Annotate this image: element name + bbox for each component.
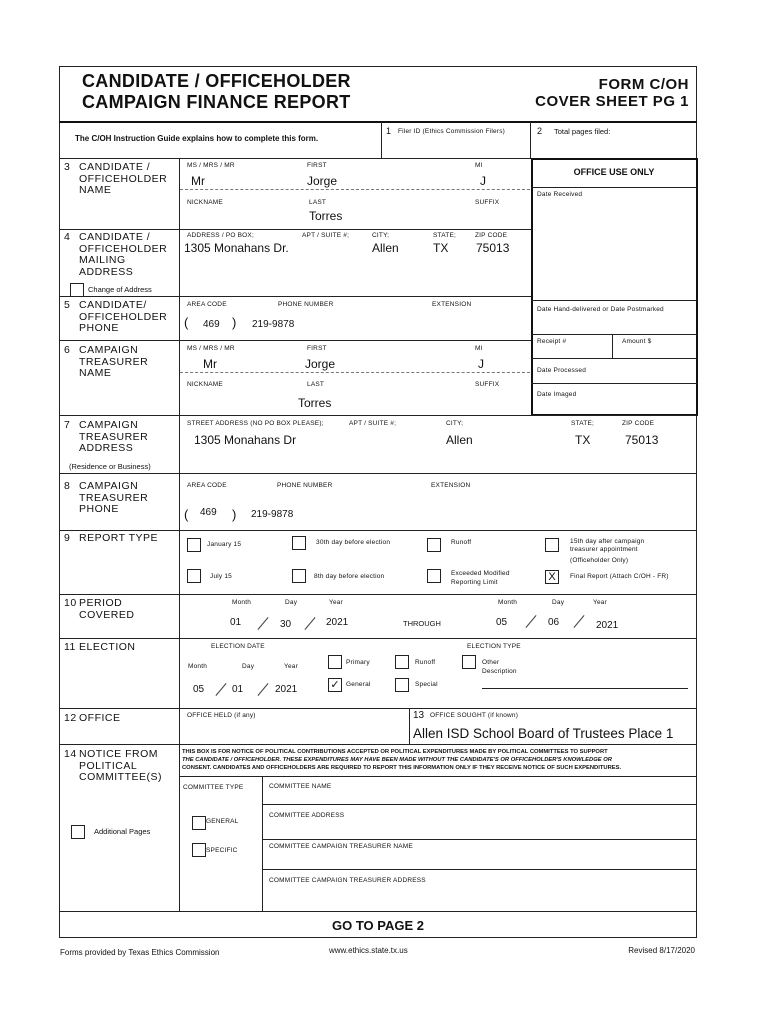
15th-day-note: (Officeholder Only)	[570, 557, 629, 564]
instruction-text: The C/OH Instruction Guide explains how to complete this form.	[75, 134, 319, 143]
s6-title-label: MS / MRS / MR	[187, 345, 235, 352]
s6-last-label: LAST	[307, 381, 325, 388]
section-5-num: 5	[64, 299, 71, 311]
to-day-value[interactable]: 06	[548, 617, 560, 628]
election-year-value[interactable]: 2021	[275, 684, 298, 695]
office-sought-label: OFFICE SOUGHT (if known)	[430, 712, 519, 719]
election-runoff-label: Runoff	[415, 659, 436, 666]
section-7-num: 7	[64, 419, 71, 431]
section-6-num: 6	[64, 344, 71, 356]
july-15-label: July 15	[210, 573, 232, 580]
election-day-value[interactable]: 01	[232, 684, 244, 695]
january-15-checkbox[interactable]	[187, 538, 201, 552]
from-month-value[interactable]: 01	[230, 617, 242, 628]
to-year-value[interactable]: 2021	[596, 620, 619, 631]
s8-phone-label: PHONE NUMBER	[277, 482, 333, 489]
notice-line-3: CONSENT. CANDIDATES AND OFFICEHOLDERS ARE REQUIRED TO REPORT THIS INFORMATION ONLY IF THEY RECEIVE NOTICE OF SUCH EXPENDITURES.	[182, 765, 622, 771]
s6-first-label: FIRST	[307, 345, 327, 352]
committee-treasurer-label: COMMITTEE CAMPAIGN TREASURER NAME	[269, 843, 413, 850]
s6-suffix-label: SUFFIX	[475, 381, 500, 388]
section-12-label: OFFICE	[79, 712, 121, 724]
office-use-title: OFFICE USE ONLY	[573, 167, 655, 177]
section-14-num: 14	[64, 748, 77, 760]
amount-label: Amount $	[622, 338, 652, 345]
section-11-num: 11	[64, 641, 76, 653]
july-15-checkbox[interactable]	[187, 569, 201, 583]
committee-address-label: COMMITTEE ADDRESS	[269, 812, 345, 819]
box-2-num: 2	[537, 126, 543, 136]
receipt-label: Receipt #	[537, 338, 567, 345]
s6-mi-label: MI	[475, 345, 483, 352]
s7-city-value[interactable]: Allen	[446, 433, 473, 447]
s5-area-label: AREA CODE	[187, 301, 227, 308]
s4-zip-label: ZIP CODE	[475, 232, 508, 239]
notice-line-2: THE CANDIDATE / OFFICEHOLDER. THESE EXPENDITURES MAY HAVE BEEN MADE WITHOUT THE CANDIDATE'S OR OFFICEHOLDER'S KNOWLEDGE OR	[182, 757, 612, 763]
s6-mi-value[interactable]: J	[478, 357, 484, 371]
primary-label: Primary	[346, 659, 370, 666]
general-committee-checkbox[interactable]	[192, 816, 206, 830]
form-title-line1: CANDIDATE / OFFICEHOLDER	[82, 71, 351, 91]
s8-area-label: AREA CODE	[187, 482, 227, 489]
date-processed-label: Date Processed	[537, 367, 587, 374]
s4-address-label: ADDRESS / PO BOX;	[187, 232, 254, 239]
8th-day-checkbox[interactable]	[292, 569, 306, 583]
section-13-num: 13	[413, 710, 425, 721]
s7-address-label: STREET ADDRESS (NO PO BOX PLEASE);	[187, 420, 324, 427]
section-3-label: CANDIDATE / OFFICEHOLDER NAME	[79, 161, 168, 196]
additional-pages-checkbox[interactable]	[71, 825, 85, 839]
form-title-line2: CAMPAIGN FINANCE REPORT	[82, 92, 351, 112]
to-year-label: Year	[593, 599, 607, 606]
election-month-label: Month	[188, 663, 208, 670]
s5-ext-label: EXTENSION	[432, 301, 472, 308]
s3-nickname-label: NICKNAME	[187, 199, 223, 206]
go-to-page-2: GO TO PAGE 2	[332, 918, 424, 933]
primary-checkbox[interactable]	[328, 655, 342, 669]
form-id: FORM C/OH	[598, 76, 689, 93]
s3-mi-value[interactable]: J	[480, 174, 486, 188]
final-report-label: Final Report (Attach C/OH - FR)	[570, 573, 669, 580]
final-report-checkbox[interactable]: X	[545, 570, 559, 584]
section-8-num: 8	[64, 480, 71, 492]
s8-phone-value[interactable]: 219-9878	[251, 509, 294, 520]
section-12-num: 12	[64, 712, 77, 724]
s4-zip-value[interactable]: 75013	[476, 241, 510, 255]
8th-day-label: 8th day before election	[314, 573, 385, 580]
section-4-num: 4	[64, 231, 71, 243]
section-3-num: 3	[64, 161, 71, 173]
s5-area-value[interactable]: 469	[203, 319, 220, 330]
s6-first-value[interactable]: Jorge	[305, 357, 336, 371]
january-15-label: January 15	[207, 541, 242, 548]
exceeded-limit-checkbox[interactable]	[427, 569, 441, 583]
s3-last-value[interactable]: Torres	[309, 209, 343, 223]
s3-title-value[interactable]: Mr	[191, 174, 205, 188]
30th-day-checkbox[interactable]	[292, 536, 306, 550]
box-1-num: 1	[386, 126, 392, 136]
to-month-label: Month	[498, 599, 518, 606]
section-9-label: REPORT TYPE	[79, 532, 159, 544]
s7-state-label: STATE;	[571, 420, 594, 427]
s3-first-label: FIRST	[307, 162, 327, 169]
election-month-value[interactable]: 05	[193, 684, 205, 695]
s4-city-label: CITY;	[372, 232, 390, 239]
section-14-label: NOTICE FROM POLITICAL COMMITTEE(S)	[79, 748, 162, 783]
s7-apt-label: APT / SUITE #;	[349, 420, 397, 427]
from-year-label: Year	[329, 599, 343, 606]
ethics-url[interactable]: www.ethics.state.tx.us	[329, 946, 408, 955]
general-checkbox[interactable]: ✓	[328, 678, 342, 692]
s7-address-value[interactable]: 1305 Monahans Dr	[194, 433, 297, 447]
s4-address-value[interactable]: 1305 Monahans Dr.	[184, 241, 289, 255]
date-hand-delivered-label: Date Hand-delivered or Date Postmarked	[537, 306, 664, 313]
to-day-label: Day	[552, 599, 565, 606]
office-sought-value[interactable]: Allen ISD School Board of Trustees Place 1	[413, 726, 674, 741]
runoff-report-label: Runoff	[451, 539, 472, 546]
committee-treasurer-address-label: COMMITTEE CAMPAIGN TREASURER ADDRESS	[269, 877, 426, 884]
15th-day-label: 15th day after campaign treasurer appointment	[570, 538, 645, 553]
revised-date: Revised 8/17/2020	[628, 946, 695, 955]
s7-residence-note: (Residence or Business)	[69, 462, 151, 471]
s7-city-label: CITY;	[446, 420, 464, 427]
special-checkbox[interactable]	[395, 678, 409, 692]
specific-committee-label: SPECIFIC	[206, 847, 238, 854]
from-year-value[interactable]: 2021	[326, 617, 349, 628]
exceeded-limit-label: Exceeded Modified Reporting Limit	[451, 570, 510, 586]
s7-zip-label: ZIP CODE	[622, 420, 655, 427]
forms-provided-text: Forms provided by Texas Ethics Commission	[60, 948, 220, 957]
s8-ext-label: EXTENSION	[431, 482, 471, 489]
filer-id-label: Filer ID (Ethics Commission Filers)	[398, 128, 506, 135]
date-received-label: Date Received	[537, 191, 583, 198]
s4-state-label: STATE;	[433, 232, 456, 239]
section-6-label: CAMPAIGN TREASURER NAME	[79, 344, 149, 379]
general-label: General	[346, 681, 371, 688]
date-imaged-label: Date Imaged	[537, 391, 577, 398]
election-runoff-checkbox[interactable]	[395, 655, 409, 669]
notice-line-1: THIS BOX IS FOR NOTICE OF POLITICAL CONTRIBUTIONS ACCEPTED OR POLITICAL EXPENDITURES MADE BY POLITICAL COMMITTEES TO SUPPORT	[182, 749, 608, 755]
to-month-value[interactable]: 05	[496, 617, 508, 628]
runoff-report-checkbox[interactable]	[427, 538, 441, 552]
election-day-label: Day	[242, 663, 255, 670]
s4-apt-label: APT / SUITE #;	[302, 232, 350, 239]
s3-mi-label: MI	[475, 162, 483, 169]
change-of-address-label: Change of Address	[88, 285, 152, 294]
section-8-label: CAMPAIGN TREASURER PHONE	[79, 480, 149, 515]
special-label: Special	[415, 681, 438, 688]
specific-committee-checkbox[interactable]	[192, 843, 206, 857]
s6-nickname-label: NICKNAME	[187, 381, 223, 388]
s5-phone-value[interactable]: 219-9878	[252, 319, 295, 330]
through-label: THROUGH	[403, 619, 441, 628]
s3-suffix-label: SUFFIX	[475, 199, 500, 206]
30th-day-label: 30th day before election	[316, 539, 391, 546]
15th-day-checkbox[interactable]	[545, 538, 559, 552]
total-pages-label: Total pages filed:	[554, 127, 611, 136]
change-of-address-checkbox[interactable]	[70, 283, 84, 297]
additional-pages-label: Additional Pages	[94, 827, 151, 836]
section-11-label: ELECTION	[79, 641, 136, 653]
s4-city-value[interactable]: Allen	[372, 241, 399, 255]
s3-last-label: LAST	[309, 199, 327, 206]
committee-type-label: COMMITTEE TYPE	[183, 784, 244, 791]
other-description-label: Description	[482, 668, 517, 675]
s7-state-value[interactable]: TX	[575, 433, 591, 447]
section-5-label: CANDIDATE/ OFFICEHOLDER PHONE	[79, 299, 168, 334]
section-9-num: 9	[64, 532, 71, 544]
s3-first-value[interactable]: Jorge	[307, 174, 338, 188]
election-type-label: ELECTION TYPE	[467, 643, 521, 650]
from-day-label: Day	[285, 599, 298, 606]
s4-state-value[interactable]: TX	[433, 241, 449, 255]
other-label: Other	[482, 659, 500, 666]
cover-sheet-label: COVER SHEET PG 1	[535, 93, 689, 110]
s3-title-label: MS / MRS / MR	[187, 162, 235, 169]
s6-last-value[interactable]: Torres	[298, 396, 332, 410]
s8-area-value[interactable]: 469	[200, 507, 217, 518]
s5-phone-label: PHONE NUMBER	[278, 301, 334, 308]
office-held-label: OFFICE HELD (if any)	[187, 712, 256, 719]
from-day-value[interactable]: 30	[280, 619, 292, 630]
election-year-label: Year	[284, 663, 298, 670]
section-7-label: CAMPAIGN TREASURER ADDRESS	[79, 419, 149, 454]
committee-name-label: COMMITTEE NAME	[269, 783, 332, 790]
section-10-num: 10	[64, 597, 77, 609]
section-4-label: CANDIDATE / OFFICEHOLDER MAILING ADDRESS	[79, 231, 168, 278]
s7-zip-value[interactable]: 75013	[625, 433, 659, 447]
other-checkbox[interactable]	[462, 655, 476, 669]
election-date-label: ELECTION DATE	[211, 643, 265, 650]
s6-title-value[interactable]: Mr	[203, 357, 217, 371]
general-committee-label: GENERAL	[206, 818, 239, 825]
section-10-label: PERIOD COVERED	[79, 597, 135, 621]
from-month-label: Month	[232, 599, 252, 606]
